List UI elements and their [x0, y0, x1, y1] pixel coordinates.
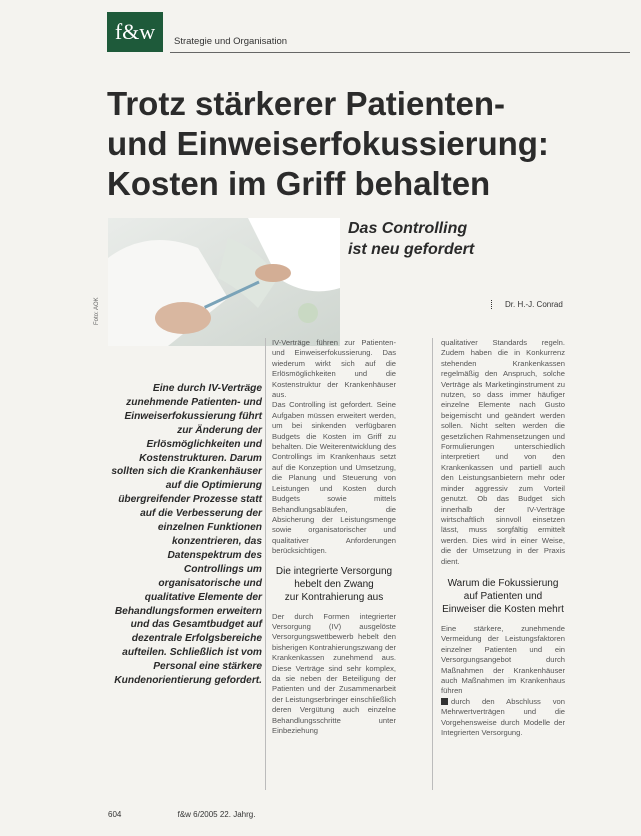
col2-paragraph-3 — [441, 697, 565, 739]
bullet-square-icon — [441, 698, 448, 705]
section-label: Strategie und Organisation — [174, 36, 288, 47]
page-footer — [108, 810, 255, 819]
col2-subheading — [441, 577, 565, 616]
col1-paragraph-3: Der durch Formen integrierter Versorgung (IV) ausgelöste Versorgungswettbewerb hebelt den bisherigen Kontrahierungszwang der Krankenkassen zunehmend aus. Diese Verträge sind sehr komplex, da sie neben der Beteiligung der Patienten und der Zusammenarbeit der Leistungserbringer einschließlich deren Vergütung auch einzelne Behandlungsschritte unter Einbeziehung — [272, 611, 396, 735]
lead-text: Eine durch IV-Verträge zunehmende Patienten- und Einweiserfokussierung führt zur Änderung der Erlösmöglichkeiten und Kostenstrukturen. Darum sollten sich die Krankenhäuser auf die Optimierung übergreifender Prozesse statt auf die Verbesserung der einzelnen Funktionen konzentrieren, das Datenspektrum des Controllings um organisatorische und qualitative Elemente der Behandlungsformen erweitern und das Gesamtbudget auf dezentrale Erfolgsbereiche aufteilen. Schließlich ist vom Personal eine stärkere Kundenorientierung gefordert. — [111, 383, 262, 687]
page-number: 604 — [108, 810, 122, 819]
col2-paragraph-1: qualitativer Standards regeln. Zudem haben die in Konkurrenz stehenden Krankenkassen regelmäßig den Anspruch, solche Verträge als Marketinginstrument zu nutzen, so dass immer häufiger einzelne Elemente nach Gusto beigemischt und geändert werden sollen. Nicht selten werden die gesetzlichen Rahmensetzungen und Formulierungen unterschiedlich interpretiert und von den Krankenkassen und partiell auch den Leistungsanbietern mehr oder minder aggressiv zum Vorteil genutzt. Ob das Budget sich innerhalb der IV-Verträge wirtschaftlich sinnvoll einsetzen lässt, muss sorgfältig ermittelt werden. Dies wird in einer Weise, die der Umsetzung in der Praxis dient. — [441, 338, 565, 566]
title-line-2: und Einweiserfokussierung: — [107, 125, 549, 162]
article-subtitle — [348, 218, 474, 260]
col2-subheading-line-3: Einweiser die Kosten mehrt — [442, 603, 564, 615]
article-photo — [108, 218, 340, 346]
col2-paragraph-3-text: durch den Abschluss von Mehrwertverträgen und die Vorgehensweise durch Modelle der Integrierten Versorgung. — [441, 696, 565, 737]
body-column-2 — [441, 338, 565, 738]
col1-subheading — [272, 565, 396, 604]
col1-subheading-line-3: zur Kontrahierung aus — [284, 591, 384, 603]
header-rule — [170, 52, 630, 53]
journal-logo: f&w — [107, 12, 163, 52]
col1-paragraph-2: Das Controlling ist gefordert. Seine Aufgaben müssen erweitert werden, um bei sinkenden verfügbaren Budgets die Kosten im Griff zu behalten. Die Weiterentwicklung des Controllings im Krankenhaus setzt auf die Konzeption und Umsetzung, die Planung und Steuerung von Leistungen und Kosten durch Budgets sowie mittels Behandlungsabläufen, die Absicherung der Leistungsmenge sowie organisatorischer und qualitativer Anforderungen berücksichtigen. — [272, 400, 396, 556]
body-column-1 — [272, 338, 396, 736]
title-line-3: Kosten im Griff behalten — [107, 165, 491, 202]
column-rule-2 — [432, 338, 433, 790]
col2-subheading-line-2: auf Patienten und — [463, 590, 543, 602]
col1-paragraph-1: IV-Verträge führen zur Patienten- und Einweiserfokussierung. Das wiederum wirkt sich auf die Erlösmöglichkeiten und die Kostenstruktur der Krankenhäuser aus. — [272, 338, 396, 400]
col1-subheading-line-2: hebelt den Zwang — [294, 578, 374, 590]
col1-subheading-line-1: Die integrierte Versorgung — [275, 565, 393, 577]
author-marker — [491, 300, 495, 309]
column-rule-1 — [265, 338, 266, 790]
col2-paragraph-2: Eine stärkere, zunehmende Vermeidung der Leistungsfaktoren einzelner Patienten und ein Versorgungsangebot durch Maßnahmen der Krankenhäuser auch Maßnahmen im Krankenhaus führen — [441, 623, 565, 696]
article-title — [107, 84, 627, 204]
photo-credit: Foto: AOK — [94, 297, 100, 325]
subtitle-line-1: Das Controlling — [348, 220, 468, 237]
subtitle-line-2: ist neu gefordert — [348, 241, 475, 258]
author-name: Dr. H.-J. Conrad — [505, 300, 563, 309]
col2-subheading-line-1: Warum die Fokussierung — [447, 577, 559, 589]
journal-issue: f&w 6/2005 22. Jahrg. — [177, 810, 256, 819]
title-line-1: Trotz stärkerer Patienten- — [107, 85, 505, 122]
